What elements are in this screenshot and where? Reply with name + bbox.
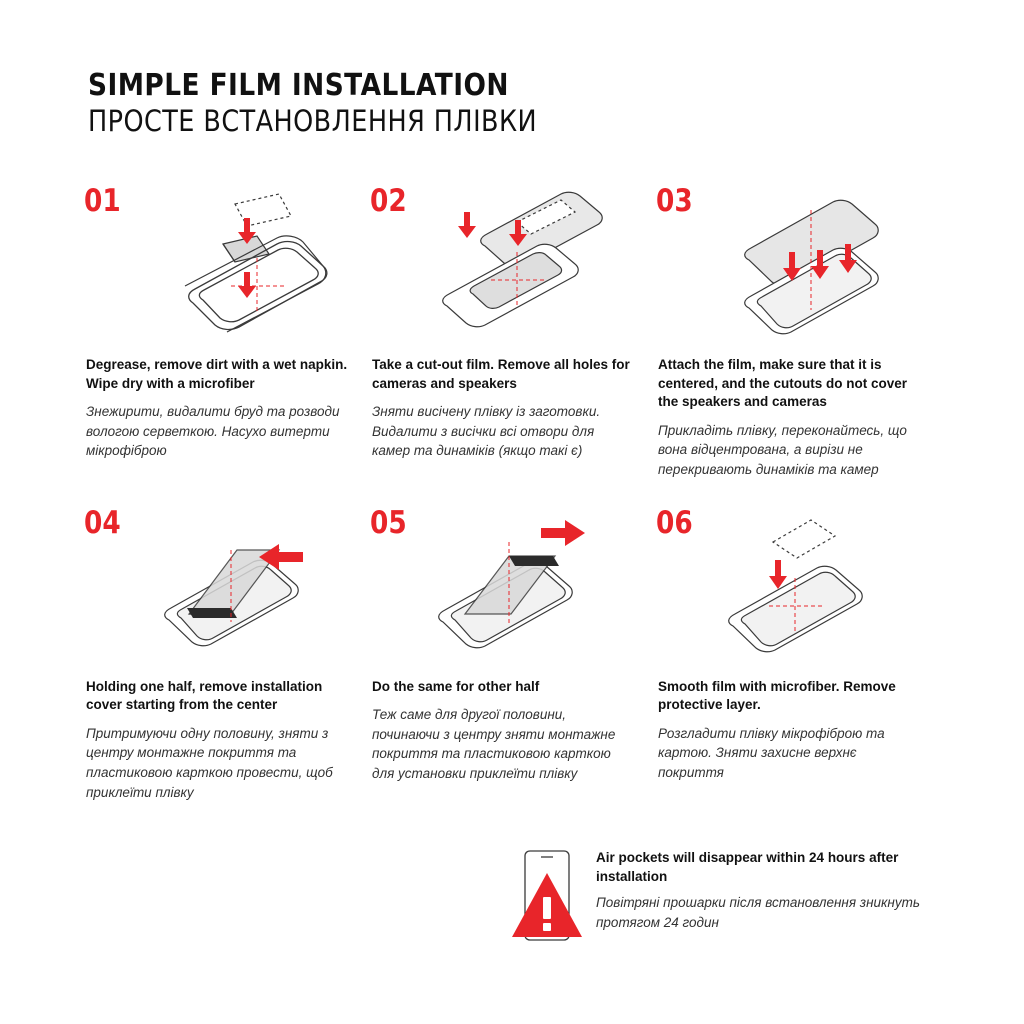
step-04-head (84, 504, 348, 672)
step-02-text (370, 350, 634, 461)
step-01-head (84, 182, 348, 350)
step-06 (656, 504, 942, 803)
smooth-film-remove-layer-icon (699, 504, 923, 672)
peel-second-half-icon (413, 504, 637, 672)
step-02-text-uk: Зняти висічену плівку із заготовки. Видалити з висічки всі отвори для камер та динаміків (якщо такі є) (372, 404, 601, 459)
step-01-text-en: Degrease, remove dirt with a wet napkin. Wipe dry with a microfiber (86, 357, 348, 391)
step-01 (84, 182, 370, 480)
step-06-text-uk: Розгладити плівку мікрофіброю та картою. Зняти захисне верхнє покриття (658, 725, 885, 780)
steps-row-1 (84, 182, 944, 480)
step-02 (370, 182, 656, 480)
step-03-text-en: Attach the film, make sure that it is centered, and the cutouts do not cover the speakers and cameras (658, 357, 908, 410)
page-subtitle: ПРОСТЕ ВСТАНОВЛЕННЯ ПЛІВКИ (88, 103, 538, 138)
footer-text-en: Air pockets will disappear within 24 hours after installation (596, 850, 899, 884)
step-04-text (84, 672, 348, 803)
step-05-text (370, 672, 634, 784)
step-03-text-uk: Прикладіть плівку, переконайтесь, що вона відцентрована, а вирізи не перекривають динаміків та камер (658, 422, 907, 477)
footer-note (508, 845, 968, 948)
step-03-number: 03 (656, 183, 693, 219)
step-06-text-en: Smooth film with microfiber. Remove protective layer. (658, 678, 896, 713)
step-05-text-uk: Теж саме для другої половини, починаючи з центру зняти монтажне покриття та пластиковою карткою для установки приклеїти плівку (372, 707, 616, 781)
page-title: SIMPLE FILM INSTALLATION (88, 68, 509, 103)
step-03 (656, 182, 942, 480)
film-cutout-sheet-icon (413, 182, 637, 350)
step-04-text-en: Holding one half, remove installation cover starting from the center (86, 678, 323, 713)
phone-with-wipe-icon (127, 182, 351, 350)
step-04-number: 04 (84, 504, 121, 541)
step-02-number: 02 (370, 183, 407, 219)
step-04 (84, 504, 370, 803)
step-04-text-uk: Притримуючи одну половину, зняти з центру монтажне покриття та пластиковою карткою провести, щоб приклеїти плівку (86, 725, 333, 800)
step-01-text-uk: Знежирити, видалити бруд та розводи вологою серветкою. Насухо витерти мікрофіброю (86, 404, 340, 459)
peel-first-half-icon (127, 504, 351, 672)
footer-text-uk: Повітряні прошарки після встановлення зникнуть протягом 24 годин (596, 895, 920, 930)
step-02-head (370, 182, 634, 350)
step-05-text-en: Do the same for other half (372, 678, 540, 694)
step-03-head (656, 182, 920, 350)
step-06-text (656, 672, 920, 783)
steps-grid (84, 182, 944, 802)
step-05-number: 05 (370, 504, 407, 541)
footer-text (586, 845, 968, 932)
step-02-text-en: Take a cut-out film. Remove all holes for cameras and speakers (372, 357, 630, 391)
film-align-phone-icon (699, 182, 923, 350)
step-05-head (370, 504, 634, 672)
step-01-text (84, 350, 348, 461)
step-05 (370, 504, 656, 803)
warning-triangle-icon (508, 845, 586, 948)
page-header (88, 70, 688, 137)
step-01-number: 01 (84, 183, 121, 219)
step-06-number: 06 (656, 504, 693, 541)
step-06-head (656, 504, 920, 672)
steps-row-2 (84, 504, 944, 803)
step-03-text (656, 350, 920, 480)
